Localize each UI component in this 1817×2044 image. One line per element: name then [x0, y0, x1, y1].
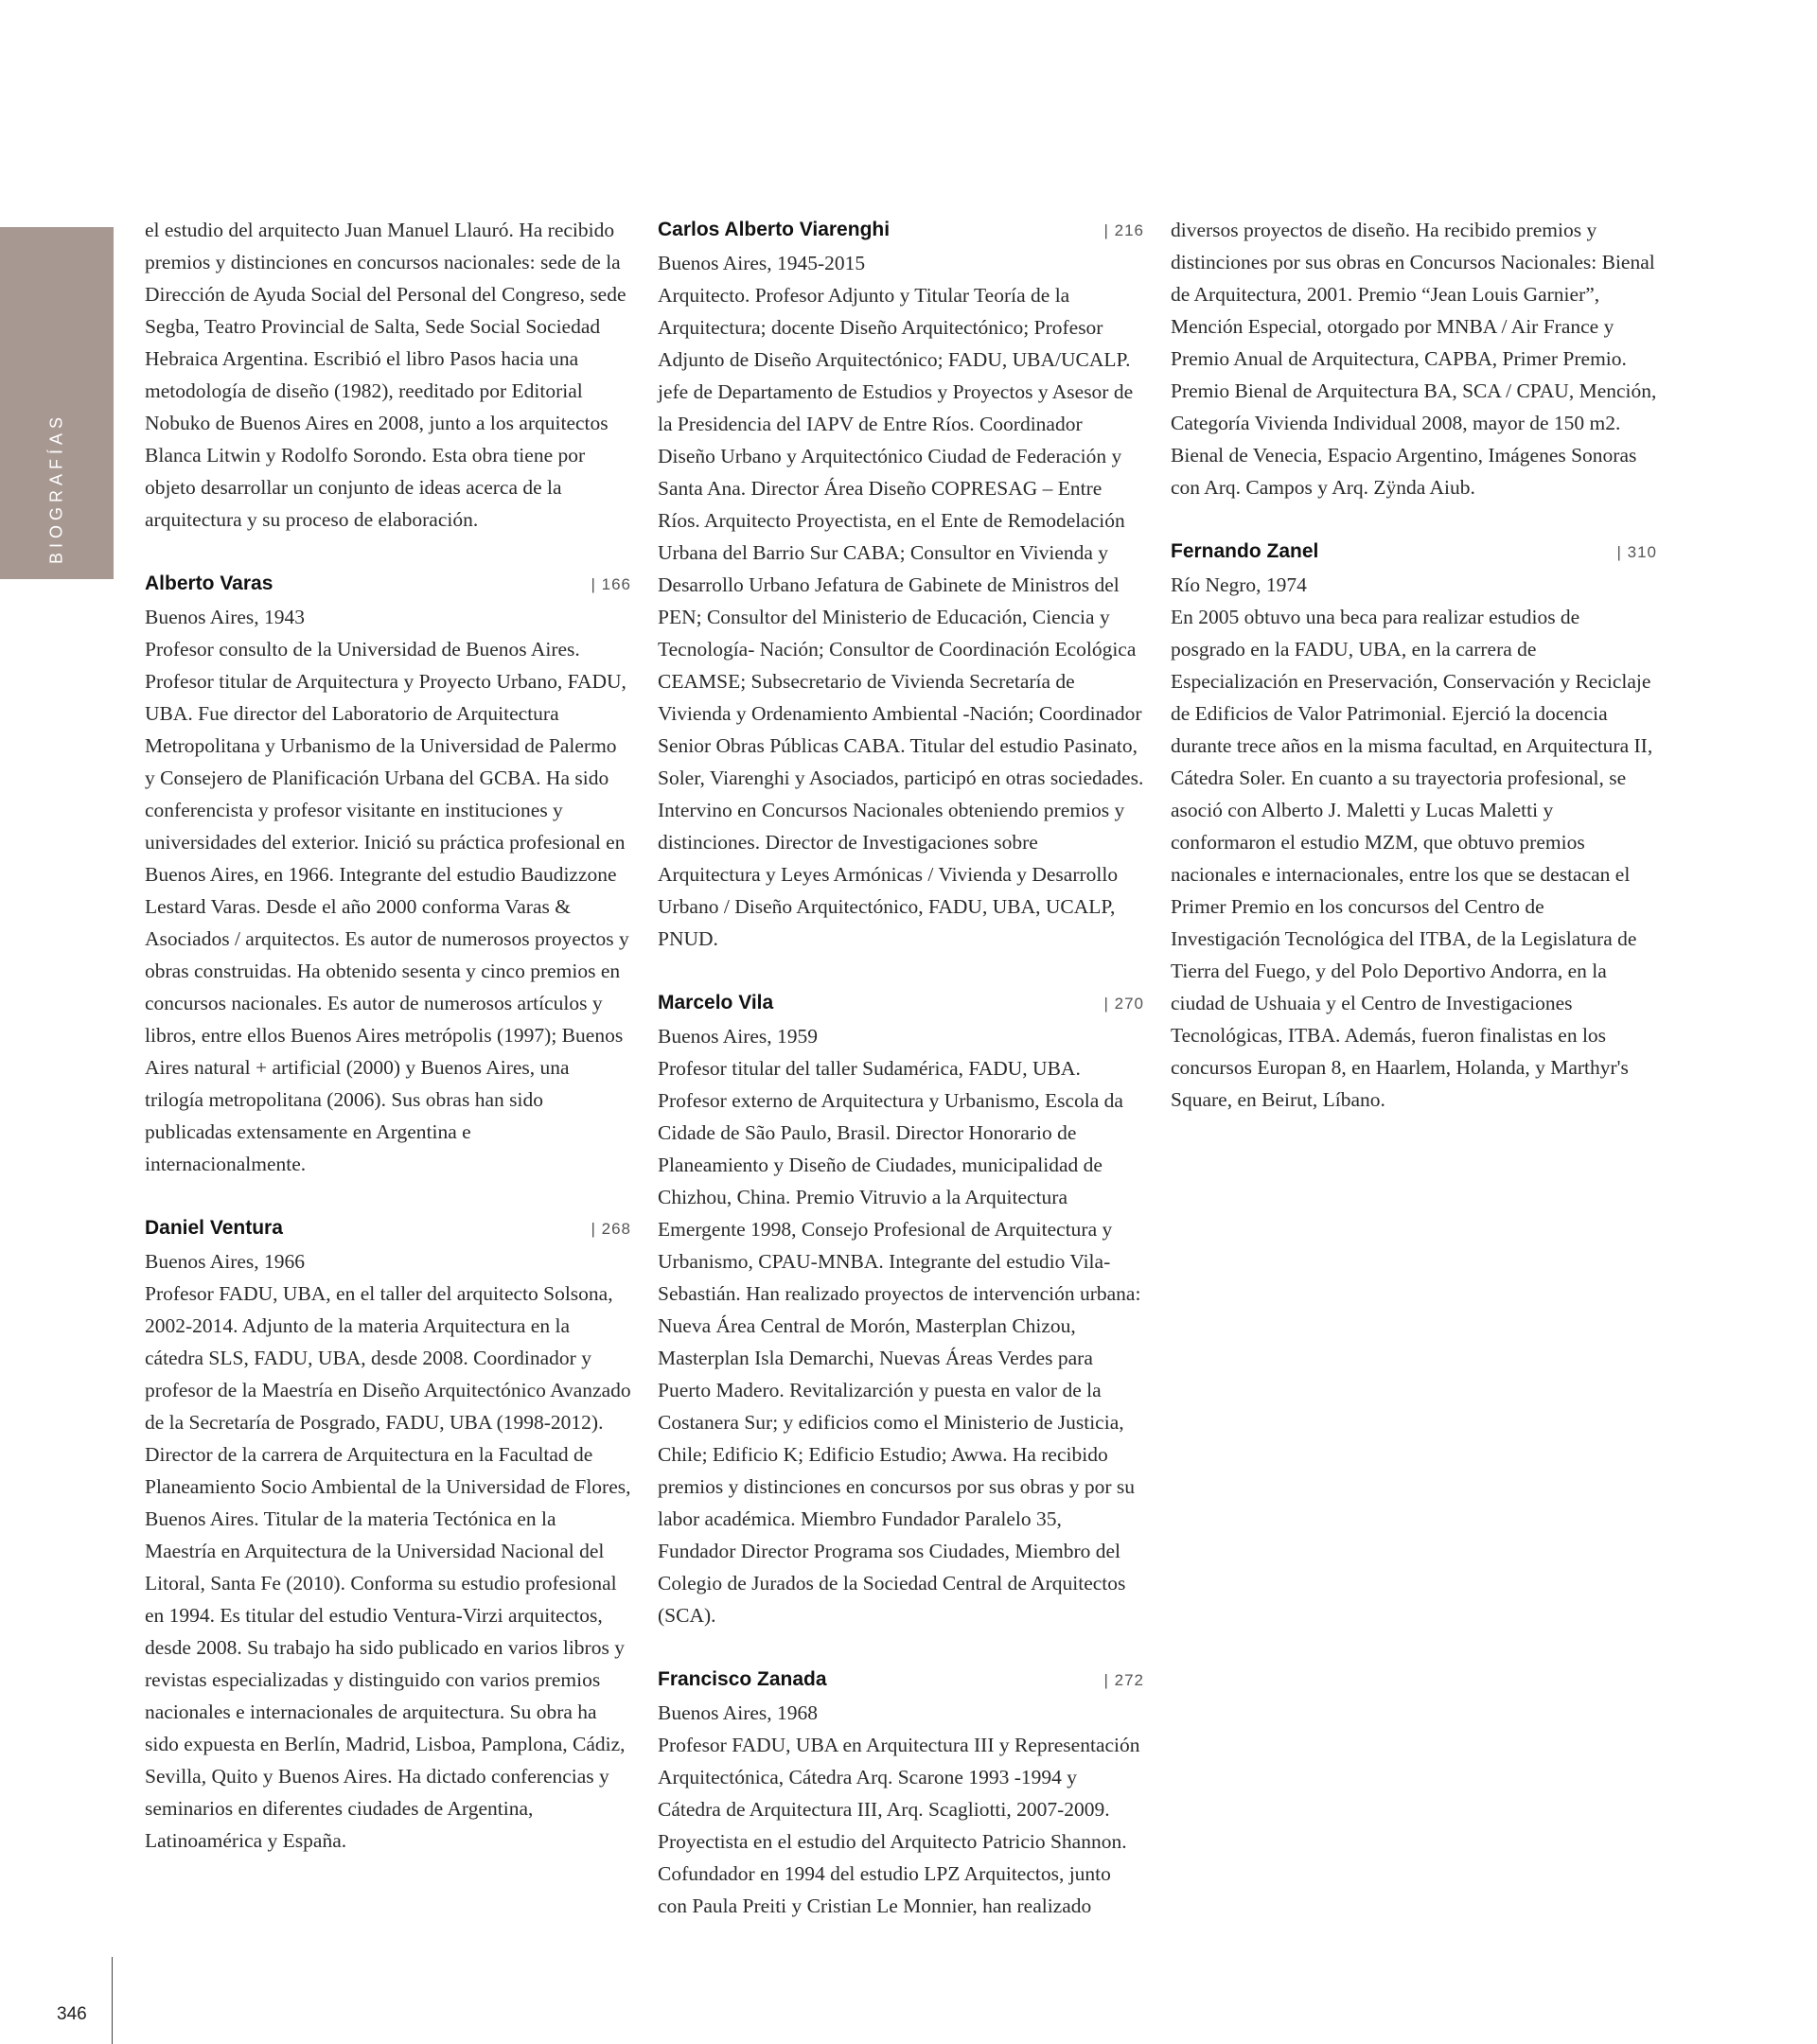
person-name: Alberto Varas [145, 573, 273, 594]
person-bio: Profesor titular del taller Sudamérica, FADU, UBA. Profesor externo de Arquitectura y Urbanismo, Escola da Cidade de São Paulo, Brasil. Director Honorario de Planeamiento y Diseño de Ciudades, municipalidad de Chizhou, China. Premio Vitruvio a la Arquitectura Emergente 1998, Consejo Profesional de Arquitectura y Urbanismo, CPAU-MNBA. Integrante del estudio Vila-Sebastián. Han realizado proyectos de intervención urbana: Nueva Área Central de Morón, Masterplan Chizou, Masterplan Isla Demarchi, Nuevas Áreas Verdes para Puerto Madero. Revitalizarción y puesta en valor de la Costanera Sur; y edificios como el Ministerio de Justicia, Chile; Edificio K; Edificio Estudio; Awwa. Ha recibido premios y distinciones en concursos por sus obras y por su labor académica. Miembro Fundador Paralelo 35, Fundador Director Programa sos Ciudades, Miembro del Colegio de Jurados de la Sociedad Central de Arquitectos (SCA). [658, 1057, 1141, 1627]
person-name: Fernando Zanel [1171, 540, 1319, 562]
entry-header [658, 1664, 1144, 1697]
person-origin: Buenos Aires, 1945-2015 [658, 252, 866, 274]
entry-header [145, 1212, 631, 1245]
column-2 [658, 214, 1144, 1954]
page-reference: | 268 [591, 1220, 631, 1238]
person-bio: Profesor consulto de la Universidad de Buenos Aires. Profesor titular de Arquitectura y Proyecto Urbano, FADU, UBA. Fue director del Laboratorio de Arquitectura Metropolitana y Urbanismo de la Universidad de Palermo y Consejero de Planificación Urbana del GCBA. Ha sido conferencista y profesor visitante en instituciones y universidades del exterior. Inició su práctica profesional en Buenos Aires, en 1966. Integrante del estudio Baudizzone Lestard Varas. Desde el año 2000 conforma Varas & Asociados / arquitectos. Es autor de numerosos proyectos y obras construidas. Ha obtenido sesenta y cinco premios en concursos nacionales. Es autor de numerosos artículos y libros, entre ellos Buenos Aires metrópolis (1997); Buenos Aires natural + artificial (2000) y Buenos Aires, una trilogía metropolitana (2006). Sus obras han sido publicadas extensamente en Argentina e internacionalmente. [145, 638, 629, 1175]
person-name: Carlos Alberto Viarenghi [658, 219, 891, 240]
bio-entry [145, 568, 631, 1180]
person-origin: Buenos Aires, 1968 [658, 1701, 819, 1724]
person-bio: Profesor FADU, UBA en Arquitectura III y Representación Arquitectónica, Cátedra Arq. Scarone 1993 -1994 y Cátedra de Arquitectura III, Arq. Scagliotti, 2007-2009. Proyectista en el estudio del Arquitecto Patricio Shannon. Cofundador en 1994 del estudio LPZ Arquitectos, junto con Paula Preiti y Cristian Le Monnier, han realizado [658, 1734, 1140, 1917]
page-reference: | 310 [1616, 543, 1657, 561]
page-reference: | 272 [1103, 1671, 1144, 1689]
person-name: Daniel Ventura [145, 1217, 283, 1239]
bio-entry [1171, 536, 1657, 1116]
person-origin: Buenos Aires, 1943 [145, 606, 306, 628]
bio-entry [145, 1212, 631, 1857]
person-name: Marcelo Vila [658, 992, 774, 1013]
bio-entry [658, 214, 1144, 955]
page-number: 346 [57, 2004, 87, 2024]
page-number-rule [112, 1957, 113, 2044]
entry-header [145, 568, 631, 601]
section-label: BIOGRAFÍAS [46, 412, 66, 565]
column-1 [145, 214, 631, 1889]
bio-entry [658, 1664, 1144, 1922]
person-origin: Buenos Aires, 1966 [145, 1250, 306, 1273]
person-bio: En 2005 obtuvo una beca para realizar estudios de posgrado en la FADU, UBA, en la carrera de Especialización en Preservación, Conservación y Reciclaje de Edificios de Valor Patrimonial. Ejerció la docencia durante trece años en la misma facultad, en Arquitectura II, Cátedra Soler. En cuanto a su trayectoria profesional, se asoció con Alberto J. Maletti y Lucas Maletti y conformaron el estudio MZM, que obtuvo premios nacionales e internacionales, entre los que se destacan el Primer Premio en los concursos del Centro de Investigación Tecnológica del ITBA, de la Legislatura de Tierra del Fuego, y del Polo Deportivo Andorra, en la ciudad de Ushuaia y el Centro de Investigaciones Tecnológicas, ITBA. Además, fueron finalistas en los concursos Europan 8, en Haarlem, Holanda, y Marthyr's Square, en Beirut, Líbano. [1171, 606, 1653, 1111]
bio-continuation: el estudio del arquitecto Juan Manuel Llauró. Ha recibido premios y distinciones en concursos nacionales: sede de la Dirección de Ayuda Social del Personal del Congreso, sede Segba, Teatro Provincial de Salta, Sede Social Sociedad Hebraica Argentina. Escribió el libro Pasos hacia una metodología de diseño (1982), reeditado por Editorial Nobuko de Buenos Aires en 2008, junto a los arquitectos Blanca Litwin y Rodolfo Sorondo. Esta obra tiene por objeto desarrollar un conjunto de ideas acerca de la arquitectura y su proceso de elaboración. [145, 219, 626, 531]
entry-header [1171, 536, 1657, 569]
person-bio: Profesor FADU, UBA, en el taller del arquitecto Solsona, 2002-2014. Adjunto de la materia Arquitectura en la cátedra SLS, FADU, UBA, desde 2008. Coordinador y profesor de la Maestría en Diseño Arquitectónico Avanzado de la Secretaría de Posgrado, FADU, UBA (1998-2012). Director de la carrera de Arquitectura en la Facultad de Planeamiento Socio Ambiental de la Universidad de Flores, Buenos Aires. Titular de la materia Tectónica en la Maestría en Arquitectura de la Universidad Nacional del Litoral, Santa Fe (2010). Conforma su estudio profesional en 1994. Es titular del estudio Ventura-Virzi arquitectos, desde 2008. Su trabajo ha sido publicado en varios libros y revistas especializadas y distinguido con varios premios nacionales e internacionales de arquitectura. Su obra ha sido expuesta en Berlín, Madrid, Lisboa, Pamplona, Cádiz, Sevilla, Quito y Buenos Aires. Ha dictado conferencias y seminarios en diferentes ciudades de Argentina, Latinoamérica y España. [145, 1282, 631, 1852]
entry-header [658, 214, 1144, 247]
page-reference: | 270 [1103, 995, 1144, 1013]
person-name: Francisco Zanada [658, 1668, 827, 1690]
person-origin: Buenos Aires, 1959 [658, 1025, 819, 1048]
person-origin: Río Negro, 1974 [1171, 573, 1307, 596]
bio-continuation: diversos proyectos de diseño. Ha recibido premios y distinciones por sus obras en Concursos Nacionales: Bienal de Arquitectura, 2001. Premio “Jean Louis Garnier”, Mención Especial, otorgado por MNBA / Air France y Premio Anual de Arquitectura, CAPBA, Primer Premio. Premio Bienal de Arquitectura BA, SCA / CPAU, Mención, Categoría Vivienda Individual 2008, mayor de 150 m2. Bienal de Venecia, Espacio Argentino, Imágenes Sonoras con Arq. Campos y Arq. Zÿnda Aiub. [1171, 219, 1657, 499]
person-bio: Arquitecto. Profesor Adjunto y Titular Teoría de la Arquitectura; docente Diseño Arquitectónico; Profesor Adjunto de Diseño Arquitectónico; FADU, UBA/UCALP. jefe de Departamento de Estudios y Proyectos y Asesor de la Presidencia del IAPV de Entre Ríos. Coordinador Diseño Urbano y Arquitectónico Ciudad de Federación y Santa Ana. Director Área Diseño COPRESAG – Entre Ríos. Arquitecto Proyectista, en el Ente de Remodelación Urbana del Barrio Sur CABA; Consultor en Vivienda y Desarrollo Urbano Jefatura de Gabinete de Ministros del PEN; Consultor del Ministerio de Educación, Ciencia y Tecnología- Nación; Consultor de Coordinación Ecológica CEAMSE; Subsecretario de Vivienda Secretaría de Vivienda y Ordenamiento Ambiental -Nación; Coordinador Senior Obras Públicas CABA. Titular del estudio Pasinato, Soler, Viarenghi y Asociados, participó en otras sociedades. Intervino en Concursos Nacionales obteniendo premios y distinciones. Director de Investigaciones sobre Arquitectura y Leyes Armónicas / Vivienda y Desarrollo Urbano / Diseño Arquitectónico, FADU, UBA, UCALP, PNUD. [658, 284, 1144, 950]
column-3 [1171, 214, 1657, 1148]
bio-entry [658, 987, 1144, 1631]
page-reference: | 166 [591, 575, 631, 593]
entry-header [658, 987, 1144, 1020]
page-reference: | 216 [1103, 221, 1144, 239]
